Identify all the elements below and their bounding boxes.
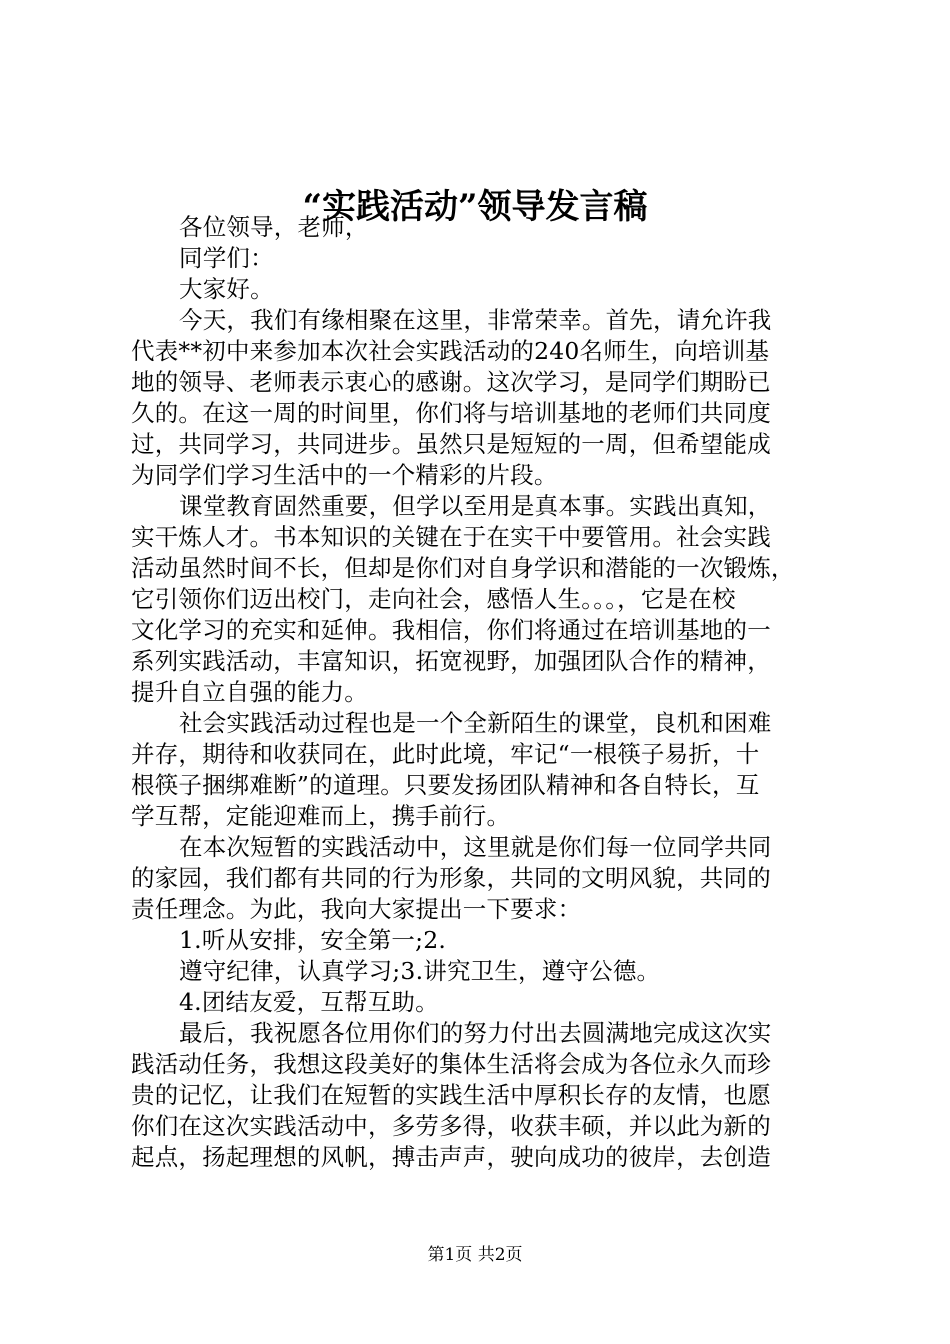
text-line: 起点，扬起理想的风帆，搏击声声，驶向成功的彼岸，去创造 (131, 1143, 771, 1171)
text-line: 社会实践活动过程也是一个全新陌生的课堂，良机和困难 (179, 709, 772, 737)
text-line: 4.团结友爱，互帮互助。 (179, 988, 439, 1016)
text-line: 根筷子捆绑难断”的道理。只要发扬团队精神和各自特长，互 (131, 771, 760, 799)
text-line: 文化学习的充实和延伸。我相信，你们将通过在培训基地的一 (131, 616, 771, 644)
text-line: 它引领你们迈出校门，走向社会，感悟人生。。。，它是在校 (131, 585, 736, 613)
text-line: 大家好。 (179, 275, 274, 303)
text-line: 活动虽然时间不长，但却是你们对自身学识和潜能的一次锻炼， (131, 554, 795, 582)
text-line: 为同学们学习生活中的一个精彩的片段。 (131, 461, 558, 489)
text-line: 学互帮，定能迎难而上，携手前行。 (131, 802, 511, 830)
text-line: 践活动任务，我想这段美好的集体生活将会成为各位永久而珍 (131, 1050, 771, 1078)
text-line: 1.听从安排，安全第一;2. (179, 926, 447, 954)
text-line: 地的领导、老师表示衷心的感谢。这次学习，是同学们期盼已 (131, 368, 771, 396)
text-line: 系列实践活动，丰富知识，拓宽视野，加强团队合作的精神， (131, 647, 771, 675)
text-line: 各位领导，老师， (179, 213, 369, 241)
text-line: 在本次短暂的实践活动中，这里就是你们每一位同学共同 (179, 833, 772, 861)
document-body (131, 212, 831, 1173)
text-line: 课堂教育固然重要，但学以至用是真本事。实践出真知， (179, 492, 772, 520)
text-line: 过，共同学习，共同进步。虽然只是短短的一周，但希望能成 (131, 430, 771, 458)
text-line: 贵的记忆，让我们在短暂的实践生活中厚积长存的友情，也愿 (131, 1081, 771, 1109)
text-line: 久的。在这一周的时间里，你们将与培训基地的老师们共同度 (131, 399, 771, 427)
text-line: 遵守纪律，认真学习;3.讲究卫生，遵守公德。 (179, 957, 661, 985)
text-line: 你们在这次实践活动中，多劳多得，收获丰硕，并以此为新的 (131, 1112, 771, 1140)
text-line: 责任理念。为此，我向大家提出一下要求： (131, 895, 582, 923)
text-line: 并存，期待和收获同在，此时此境，牢记“一根筷子易折，十 (131, 740, 760, 768)
text-line: 同学们： (179, 244, 274, 272)
text-line: 提升自立自强的能力。 (131, 678, 368, 706)
text-line: 最后，我祝愿各位用你们的努力付出去圆满地完成这次实 (179, 1019, 772, 1047)
text-line: 今天，我们有缘相聚在这里，非常荣幸。首先，请允许我 (179, 306, 772, 334)
text-line: 实干炼人才。书本知识的关键在于在实干中要管用。社会实践 (131, 523, 771, 551)
text-line: 代表**初中来参加本次社会实践活动的240名师生，向培训基 (131, 337, 770, 365)
page-footer: 第1页 共2页 (427, 1245, 523, 1265)
page-title: “实践活动”领导发言稿 (302, 187, 648, 227)
text-line: 的家园，我们都有共同的行为形象，共同的文明风貌，共同的 (131, 864, 771, 892)
